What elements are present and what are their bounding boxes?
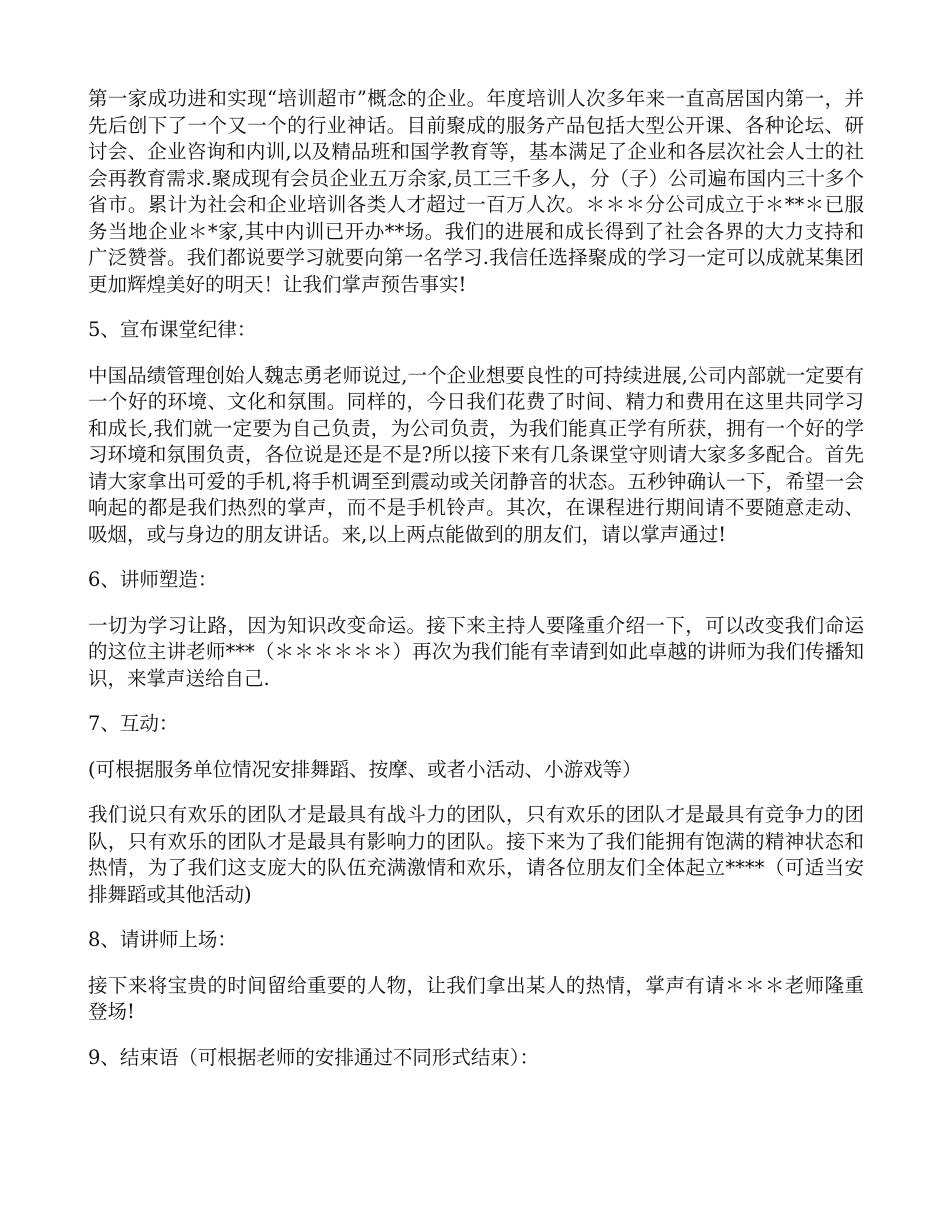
document-page	[88, 86, 864, 1090]
section-heading-6: 6、讲师塑造：	[88, 568, 218, 591]
classroom-rules-paragraph: 中国品绩管理创始人魏志勇老师说过,一个企业想要良性的可持续进展,公司内部就一定要有一个好的环境、文化和氛围。同样的，今日我们花费了时间、精力和费用在这里共同学习和成长,我们就一定要为自己负责，为公司负责，为我们能真正学有所获，拥有一个好的学习环境和氛围负责，各位说是还是不是?所以接下来有几条课堂守则请大家多多配合。首先请大家拿出可爱的手机,将手机调至到震动或关闭静音的状态。五秒钟确认一下，希望一会响起的都是我们热烈的掌声，而不是手机铃声。其次，在课程进行期间请不要随意走动、吸烟，或与身边的朋友讲话。来,以上两点能做到的朋友们，请以掌声通过!	[88, 363, 864, 546]
lecturer-intro-paragraph: 一切为学习让路，因为知识改变命运。接下来主持人要隆重介绍一下，可以改变我们命运的这位主讲老师***（＊＊＊＊＊＊）再次为我们能有幸请到如此卓越的讲师为我们传播知识，来掌声送给自己.	[88, 613, 864, 690]
section-heading-5: 5、宣布课堂纪律：	[88, 318, 257, 341]
section-heading-8: 8、请讲师上场：	[88, 928, 237, 951]
intro-paragraph: 第一家成功进和实现“培训超市”概念的企业。年度培训人次多年来一直高居国内第一，并先后创下了一个又一个的行业神话。目前聚成的服务产品包括大型公开课、各种论坛、研讨会、企业咨询和内训,以及精品班和国学教育等，基本满足了企业和各层次社会人士的社会再教育需求.聚成现有会员企业五万余家,员工三千多人，分（子）公司遍布国内三十多个省市。累计为社会和企业培训各类人才超过一百万人次。＊＊＊分公司成立于＊**＊已服务当地企业＊*家,其中内训已开办**场。我们的进展和成长得到了社会各界的大力支持和广泛赞誉。我们都说要学习就要向第一名学习.我信任选择聚成的学习一定可以成就某集团更加辉煌美好的明天！让我们掌声预告事实!	[88, 87, 864, 296]
section-heading-9: 9、结束语（可根据老师的安排通过不同形式结束）：	[88, 1045, 540, 1069]
section-heading-7: 7、互动：	[88, 712, 179, 735]
interaction-note-paragraph: (可根据服务单位情况安排舞蹈、按摩、或者小活动、小游戏等）	[88, 757, 642, 781]
interaction-paragraph: 我们说只有欢乐的团队才是最具有战斗力的团队，只有欢乐的团队才是最具有竞争力的团队，只有欢乐的团队才是最具有影响力的团队。接下来为了我们能拥有饱满的精神状态和热情，为了我们这支庞大的队伍充满激情和欢乐，请各位朋友们全体起立****（可适当安排舞蹈或其他活动)	[88, 803, 864, 906]
invite-lecturer-paragraph: 接下来将宝贵的时间留给重要的人物，让我们拿出某人的热情，掌声有请＊＊＊老师隆重登场!	[88, 973, 864, 1023]
